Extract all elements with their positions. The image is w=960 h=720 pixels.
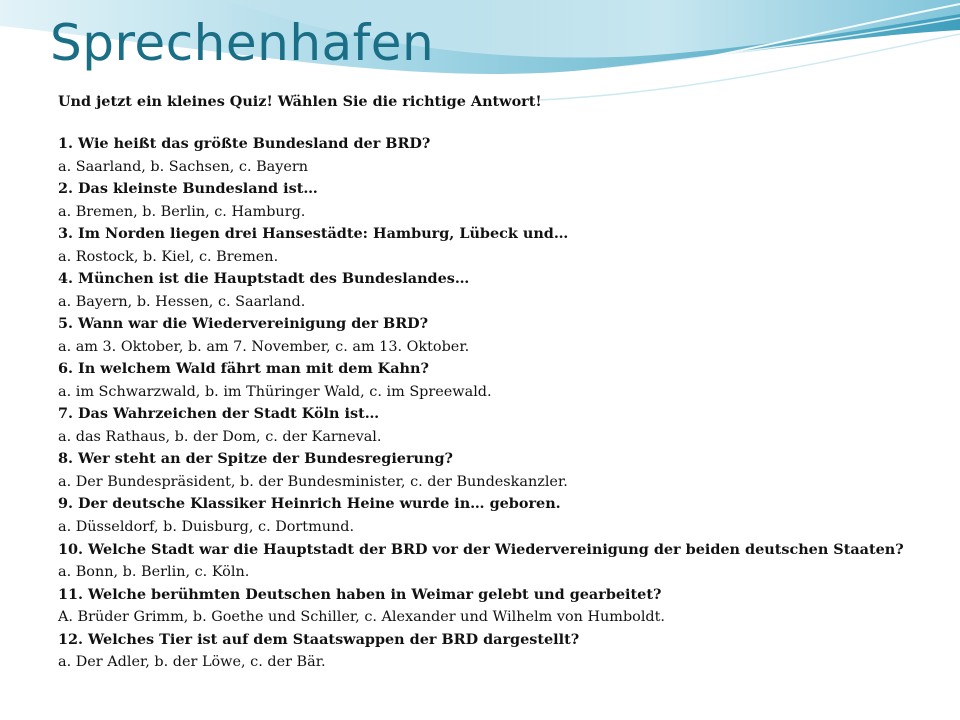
- answer-4: a. Bayern, b. Hessen, c. Saarland.: [58, 293, 306, 310]
- question-10: 10. Welche Stadt war die Hauptstadt der BRD vor der Wiedervereinigung der beiden deutschen Staaten?: [58, 541, 904, 558]
- answer-6: a. im Schwarzwald, b. im Thüringer Wald, c. im Spreewald.: [58, 383, 492, 400]
- answer-9: a. Düsseldorf, b. Duisburg, c. Dortmund.: [58, 518, 355, 535]
- question-1: 1. Wie heißt das größte Bundesland der BRD?: [58, 135, 431, 152]
- question-4: 4. München ist die Hauptstadt des Bundeslandes…: [58, 270, 470, 287]
- answer-3: a. Rostock, b. Kiel, c. Bremen.: [58, 248, 279, 265]
- question-7: 7. Das Wahrzeichen der Stadt Köln ist…: [58, 405, 380, 422]
- question-8: 8. Wer steht an der Spitze der Bundesregierung?: [58, 450, 453, 467]
- answer-8: a. Der Bundespräsident, b. der Bundesminister, c. der Bundeskanzler.: [58, 473, 568, 490]
- question-2: 2. Das kleinste Bundesland ist…: [58, 180, 318, 197]
- quiz-intro: Und jetzt ein kleines Quiz! Wählen Sie die richtige Antwort!: [58, 93, 542, 110]
- answer-1: a. Saarland, b. Sachsen, c. Bayern: [58, 158, 309, 175]
- question-9: 9. Der deutsche Klassiker Heinrich Heine wurde in… geboren.: [58, 495, 561, 512]
- question-6: 6. In welchem Wald fährt man mit dem Kahn?: [58, 360, 429, 377]
- answer-2: a. Bremen, b. Berlin, c. Hamburg.: [58, 203, 306, 220]
- answer-12: a. Der Adler, b. der Löwe, c. der Bär.: [58, 654, 326, 670]
- quiz-content: [58, 90, 918, 674]
- quiz-list: [58, 133, 918, 674]
- answer-10: a. Bonn, b. Berlin, c. Köln.: [58, 564, 250, 580]
- question-5: 5. Wann war die Wiedervereinigung der BRD?: [58, 315, 429, 332]
- question-11: 11. Welche berühmten Deutschen haben in Weimar gelebt und gearbeitet?: [58, 585, 662, 603]
- answer-11: A. Brüder Grimm, b. Goethe und Schiller, c. Alexander und Wilhelm von Humboldt.: [58, 609, 666, 625]
- question-12: 12. Welches Tier ist auf dem Staatswappen der BRD dargestellt?: [58, 630, 580, 648]
- answer-5: a. am 3. Oktober, b. am 7. November, c. am 13. Oktober.: [58, 338, 470, 355]
- slide-title: Sprechenhafen: [50, 14, 435, 72]
- answer-7: a. das Rathaus, b. der Dom, c. der Karneval.: [58, 428, 382, 445]
- question-3: 3. Im Norden liegen drei Hansestädte: Hamburg, Lübeck und…: [58, 225, 569, 242]
